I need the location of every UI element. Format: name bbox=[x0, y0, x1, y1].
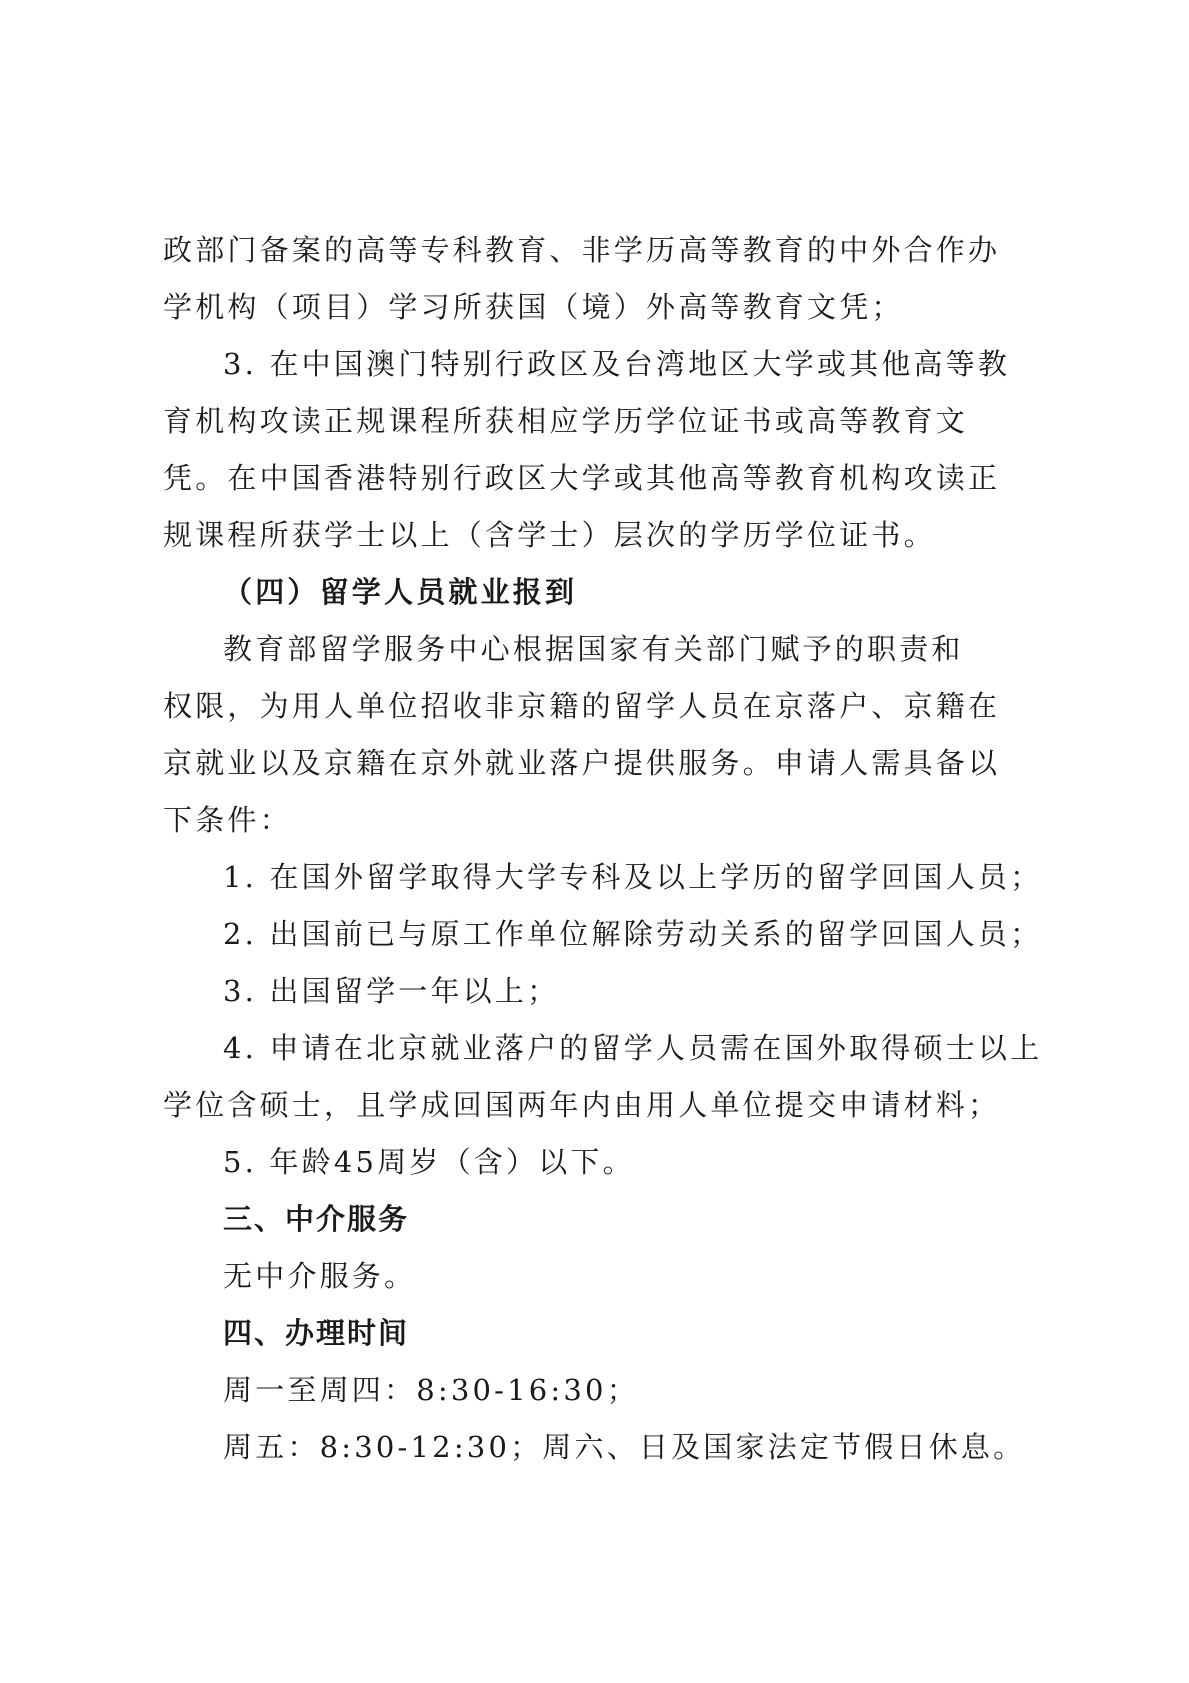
body-line: 京就业以及京籍在京外就业落户提供服务。申请人需具备以 bbox=[163, 746, 1001, 780]
section-heading-intermediary: 三、中介服务 bbox=[223, 1202, 410, 1236]
body-line: 政部门备案的高等专科教育、非学历高等教育的中外合作办 bbox=[163, 233, 1001, 267]
hours-line: 周一至周四：8:30-16:30； bbox=[223, 1373, 639, 1407]
body-line: 凭。在中国香港特别行政区大学或其他高等教育机构攻读正 bbox=[163, 461, 1001, 495]
body-line: 学位含硕士，且学成回国两年内由用人单位提交申请材料； bbox=[163, 1088, 1001, 1122]
body-line: 育机构攻读正规课程所获相应学历学位证书或高等教育文 bbox=[163, 404, 969, 438]
section-heading-hours: 四、办理时间 bbox=[223, 1316, 410, 1350]
body-line: 规课程所获学士以上（含学士）层次的学历学位证书。 bbox=[163, 518, 936, 552]
body-line: 权限，为用人单位招收非京籍的留学人员在京落户、京籍在 bbox=[163, 689, 1001, 723]
body-line: 学机构（项目）学习所获国（境）外高等教育文凭； bbox=[163, 290, 904, 324]
subsection-heading: （四）留学人员就业报到 bbox=[223, 575, 578, 609]
list-item: 5. 年龄45周岁（含）以下。 bbox=[223, 1145, 635, 1179]
paragraph-start: 无中介服务。 bbox=[223, 1259, 417, 1293]
list-item: 2. 出国前已与原工作单位解除劳动关系的留学回国人员； bbox=[223, 917, 1043, 951]
list-item: 4. 申请在北京就业落户的留学人员需在国外取得硕士以上 bbox=[223, 1031, 1043, 1065]
list-item: 3. 在中国澳门特别行政区及台湾地区大学或其他高等教 bbox=[223, 347, 1011, 381]
list-item: 3. 出国留学一年以上； bbox=[223, 974, 560, 1008]
list-item: 1. 在国外留学取得大学专科及以上学历的留学回国人员； bbox=[223, 860, 1043, 894]
paragraph-start: 教育部留学服务中心根据国家有关部门赋予的职责和 bbox=[223, 632, 964, 666]
hours-line: 周五：8:30-12:30；周六、日及国家法定节假日休息。 bbox=[223, 1430, 1026, 1464]
body-line: 下条件： bbox=[163, 803, 292, 837]
document-body bbox=[163, 222, 1043, 1476]
